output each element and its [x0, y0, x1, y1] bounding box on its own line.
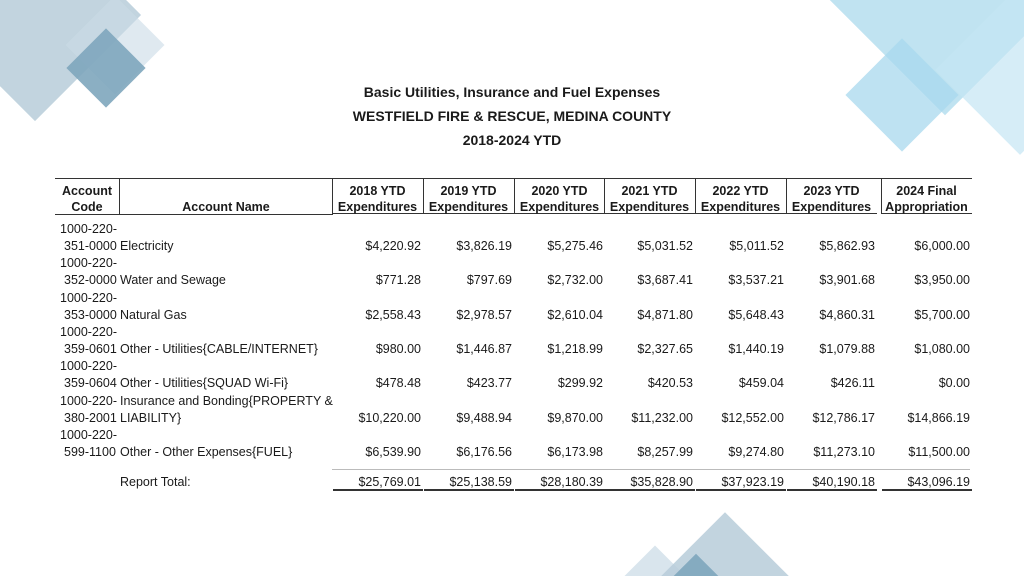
expenditure-value: $2,558.43 [365, 307, 421, 322]
table-row [60, 393, 972, 427]
account-code-part2: 359-0604 [64, 376, 117, 391]
expenditure-value: $3,950.00 [914, 273, 970, 288]
expenditure-value: $8,257.99 [637, 444, 693, 459]
header-year-label: 2018 YTD [349, 184, 406, 198]
expenditure-value: $1,218.99 [547, 341, 603, 356]
header-account-code-line1: Account [62, 184, 112, 198]
header-account-name: Account Name [119, 179, 333, 215]
expenditure-value: $771.28 [375, 273, 421, 288]
expenditure-value: $4,220.92 [365, 239, 421, 253]
header-divider [695, 178, 696, 214]
expenditure-value: $9,488.94 [456, 410, 512, 425]
expenditure-value: $5,862.93 [819, 239, 875, 253]
account-code-part2: 352-0000 [64, 273, 117, 288]
header-year-label: 2022 YTD [712, 184, 769, 198]
total-double-underline [515, 489, 605, 491]
header-year-label: 2024 Final [896, 184, 957, 198]
account-code-part2: 359-0601 [64, 341, 117, 356]
total-value: $25,138.59 [449, 475, 512, 489]
table-row [60, 358, 972, 392]
account-name: Natural Gas [120, 307, 187, 322]
header-year-sublabel: Expenditures [428, 200, 509, 214]
expenditure-value: $5,011.52 [729, 239, 784, 253]
expenditure-value: $14,866.19 [907, 410, 970, 425]
header-year-column [695, 178, 786, 214]
header-year-column [514, 178, 605, 214]
expenditure-value: $5,275.46 [547, 239, 603, 253]
expenditure-value: $11,273.10 [813, 444, 875, 459]
expenditure-value: $478.48 [375, 376, 421, 391]
header-account-code-line2: Code [71, 200, 103, 214]
expenditure-value: $2,327.65 [637, 341, 693, 356]
header-year-label: 2023 YTD [803, 184, 860, 198]
header-year-column [786, 178, 877, 214]
expenditure-value: $12,552.00 [721, 410, 784, 425]
account-name: Other - Other Expenses{FUEL} [120, 444, 293, 459]
expenditure-value: $2,610.04 [547, 307, 603, 322]
header-account-code [55, 179, 119, 215]
total-double-underline [605, 489, 695, 491]
total-value: $35,828.90 [630, 475, 693, 489]
table-row [60, 255, 972, 289]
expenditure-value: $797.69 [466, 273, 512, 288]
expenditure-value: $6,000.00 [914, 239, 970, 253]
total-separator [332, 469, 970, 470]
expenditure-value: $0.00 [938, 376, 970, 391]
account-name: Electricity [120, 239, 174, 253]
expenditure-value: $3,687.41 [637, 273, 693, 288]
expenditure-value: $11,232.00 [631, 410, 693, 425]
account-code-part1: 1000-220- [60, 359, 117, 374]
expenditure-value: $6,176.56 [456, 444, 512, 459]
header-year-column [604, 178, 695, 214]
total-value: $28,180.39 [540, 475, 603, 489]
account-code-part1: 1000-220- [60, 393, 117, 408]
expenditure-value: $2,732.00 [547, 273, 603, 288]
expenditure-value: $6,173.98 [547, 444, 603, 459]
total-value: $25,769.01 [358, 475, 421, 489]
report-title-line1: Basic Utilities, Insurance and Fuel Expenses [363, 84, 661, 100]
expenditure-value: $10,220.00 [358, 410, 421, 425]
expenditure-value: $4,871.80 [637, 307, 693, 322]
total-value: $43,096.19 [907, 475, 970, 489]
table-row [60, 221, 972, 255]
header-year-label: 2020 YTD [531, 184, 588, 198]
expenditure-value: $6,539.90 [365, 444, 421, 459]
header-divider [881, 178, 882, 214]
account-code-part1: 1000-220- [60, 256, 117, 271]
expenditure-value: $1,079.88 [819, 341, 875, 356]
expenditure-value: $3,901.68 [819, 273, 875, 288]
header-divider [604, 178, 605, 214]
expenditure-value: $423.77 [466, 376, 512, 391]
account-code-part2: 599-1100 [64, 444, 116, 459]
account-code-part1: 1000-220- [60, 222, 117, 236]
expenditure-value: $980.00 [375, 341, 421, 356]
report-title-line3: 2018-2024 YTD [462, 132, 562, 148]
report-title-line2: WESTFIELD FIRE & RESCUE, MEDINA COUNTY [352, 108, 672, 124]
expenditure-value: $3,537.21 [728, 273, 784, 288]
header-year-sublabel: Expenditures [337, 200, 418, 214]
expenditure-value: $5,700.00 [914, 307, 970, 322]
expenditure-value: $1,440.19 [728, 341, 784, 356]
expenditure-value: $1,446.87 [456, 341, 512, 356]
header-year-label: 2021 YTD [621, 184, 678, 198]
expenditure-value: $5,031.52 [637, 239, 693, 253]
expenditure-value: $9,870.00 [547, 410, 603, 425]
total-double-underline [787, 489, 877, 491]
expenditure-value: $299.92 [557, 376, 603, 391]
expenditure-value: $459.04 [738, 376, 784, 391]
header-year-label: 2019 YTD [440, 184, 497, 198]
header-divider [423, 178, 424, 214]
expenditure-value: $2,978.57 [456, 307, 512, 322]
account-code-part1: 1000-220- [60, 290, 117, 305]
total-value: $40,190.18 [812, 475, 875, 489]
account-name: Other - Utilities{CABLE/INTERNET} [120, 341, 318, 356]
expenditure-value: $5,648.43 [728, 307, 784, 322]
expenditure-value: $12,786.17 [812, 410, 875, 425]
total-value: $37,923.19 [721, 475, 784, 489]
total-double-underline [424, 489, 514, 491]
header-year-sublabel: Expenditures [609, 200, 690, 214]
decorative-diamond [647, 512, 803, 576]
expenditure-value: $420.53 [647, 376, 693, 391]
report-title [0, 80, 1024, 152]
header-divider [786, 178, 787, 214]
header-divider [332, 178, 333, 214]
header-year-sublabel: Expenditures [791, 200, 872, 214]
account-name: Water and Sewage [120, 273, 226, 288]
header-year-column [881, 178, 972, 214]
account-code-part1: 1000-220- [60, 324, 117, 339]
expenditure-value: $426.11 [830, 376, 875, 391]
expenditure-value: $9,274.80 [728, 444, 784, 459]
table-row [60, 324, 972, 358]
account-name: Other - Utilities{SQUAD Wi-Fi} [120, 376, 289, 391]
total-double-underline [882, 489, 972, 491]
expenditure-value: $3,826.19 [456, 239, 512, 253]
account-name: Insurance and Bonding{PROPERTY & LIABILITY} [120, 393, 333, 425]
table-row [60, 427, 972, 461]
expenditure-value: $4,860.31 [819, 307, 875, 322]
header-year-column [423, 178, 514, 214]
table-row [60, 290, 972, 324]
header-year-sublabel: Expenditures [700, 200, 781, 214]
header-year-sublabel: Expenditures [519, 200, 600, 214]
account-code-part2: 380-2001 [64, 410, 117, 425]
header-year-column [332, 178, 423, 214]
expenditure-value: $1,080.00 [914, 341, 970, 356]
header-year-sublabel: Appropriation [885, 200, 968, 214]
header-divider [514, 178, 515, 214]
total-double-underline [333, 489, 423, 491]
account-code-part2: 353-0000 [64, 307, 117, 322]
expenditure-value: $11,500.00 [908, 444, 970, 459]
report-total-label: Report Total: [120, 475, 191, 489]
account-code-part2: 351-0000 [64, 239, 117, 253]
account-code-part1: 1000-220- [60, 427, 117, 442]
total-double-underline [696, 489, 786, 491]
